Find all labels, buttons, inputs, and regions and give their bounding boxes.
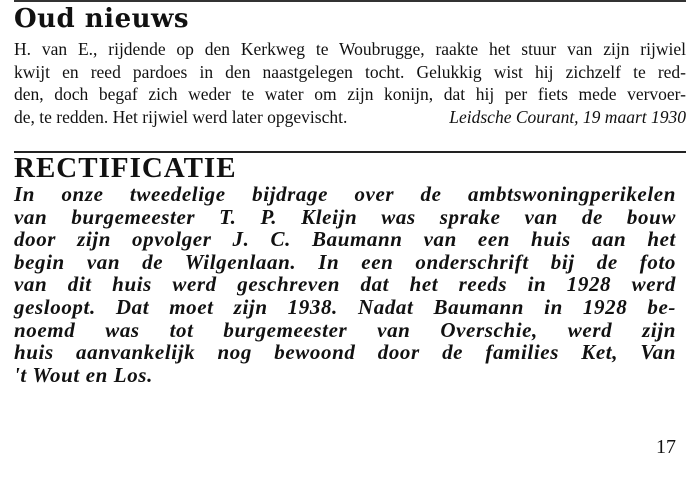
oud-nieuws-last-line (14, 106, 686, 129)
rectificatie-line: van burgemeester T. P. Kleijn was sprake van de bouw (14, 204, 676, 229)
oud-nieuws-article (14, 38, 686, 128)
rectificatie-line: In onze tweedelige bijdrage over de ambtswoningperikelen (14, 182, 676, 206)
rectificatie-line: gesloopt. Dat moet zijn 1938. Nadat Baumann in 1928 be- (14, 294, 676, 319)
oud-nieuws-line: kwijt en reed pardoes in den naastgelegen tocht. Gelukkig wist hij zichzelf te red- (14, 61, 686, 82)
oud-nieuws-line: den, doch begaf zich weder te water om zijn konijn, dat hij per fiets mede vervoer- (14, 84, 686, 104)
rectificatie-article (14, 183, 676, 386)
rectificatie-line: noemd was tot burgemeester van Overschie, werd zijn (14, 317, 676, 342)
page-number: 17 (656, 436, 676, 458)
rectificatie-line: door zijn opvolger J. C. Baumann van een huis aan het (14, 227, 676, 252)
rectificatie-line: begin van de Wilgenlaan. In een onderschrift bij de foto (14, 249, 676, 274)
rectificatie-line: van dit huis werd geschreven dat het reeds in 1928 werd (14, 272, 676, 297)
oud-nieuws-heading: Oud nieuws (14, 4, 190, 34)
oud-nieuws-line: de, te redden. Het rijwiel werd later opgevischt. (14, 106, 348, 127)
rectificatie-line: huis aanvankelijk nog bewoond door de families Ket, Van (14, 340, 676, 365)
rectificatie-line: 't Wout en Los. (14, 362, 153, 387)
article-source: Leidsche Courant, 19 maart 1930 (449, 106, 686, 127)
rectificatie-heading: RECTIFICATIE (14, 152, 237, 184)
oud-nieuws-line: H. van E., rijdende op den Kerkweg te Woubrugge, raakte het stuur van zijn rijwiel (14, 39, 686, 59)
